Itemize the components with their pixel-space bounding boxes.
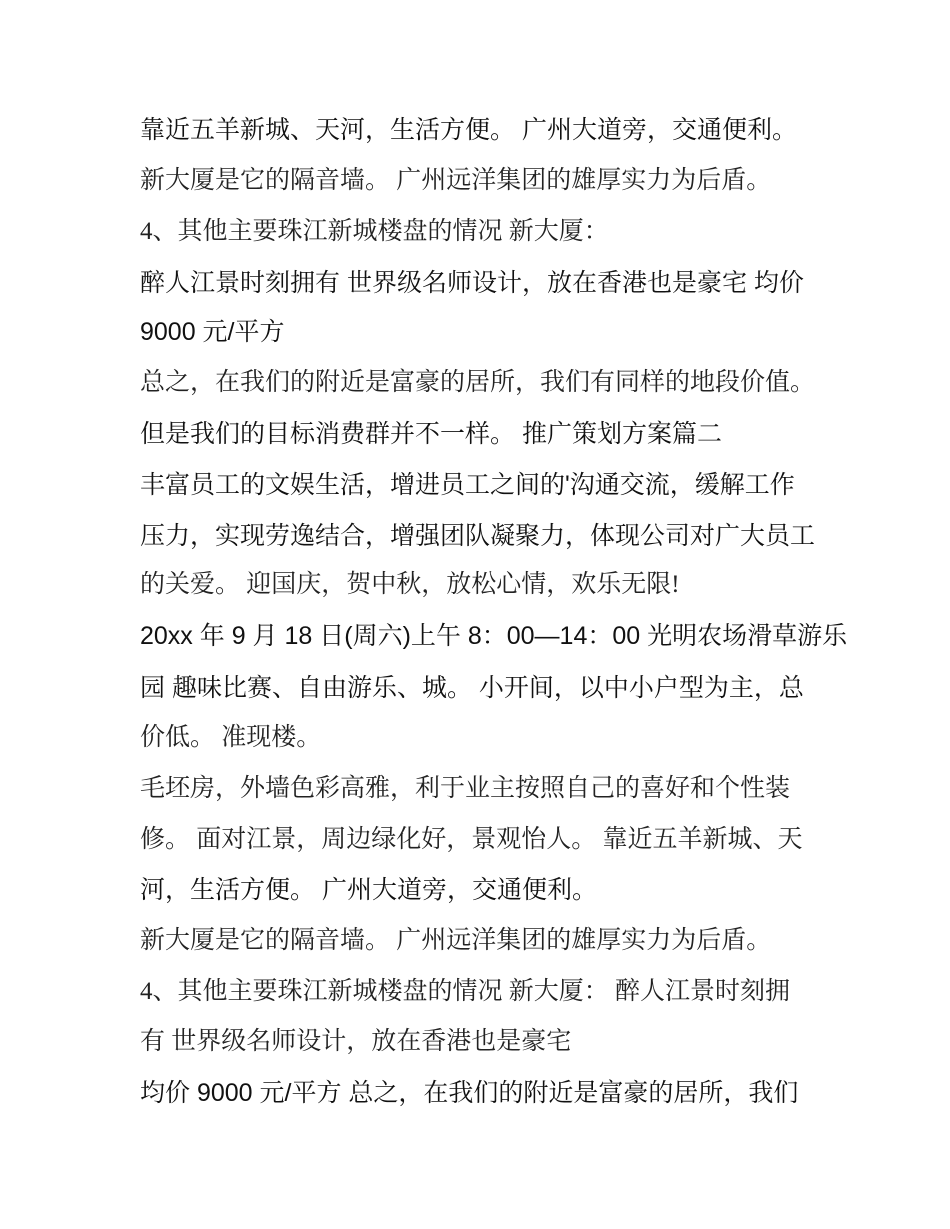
text-line: 毛坯房，外墙色彩高雅，利于业主按照自己的喜好和个性装 [140,775,791,802]
text-line: 园 趣味比赛、自由游乐、城。 小开间，以中小户型为主，总 [140,674,804,702]
text-line: 压力，实现劳逸结合，增强团队凝聚力，体现公司对广大员工 [140,522,816,550]
text-line: 4、其他主要珠江新城楼盘的情况 新大厦： 醉人江景时刻拥 [140,978,791,1005]
text-line: 新大厦是它的隔音墙。 广州远洋集团的雄厚实力为后盾。 [140,167,772,194]
text-line: 9000 元/平方 [140,318,285,346]
text-line: 总之，在我们的附近是富豪的居所，我们有同样的地段价值。 [140,369,816,396]
text-line: 修。 面对江景，周边绿化好，景观怡人。 靠近五羊新城、天 [140,826,803,853]
text-line: 的关爱。 迎国庆，贺中秋，放松心情，欢乐无限! [140,571,680,598]
text-line: 价低。 准现楼。 [140,724,322,751]
text-line: 醉人江景时刻拥有 世界级名师设计，放在香港也是豪宅 均价 [140,269,804,297]
text-line: 河，生活方便。 广州大道旁，交通便利。 [140,876,597,904]
text-line: 新大厦是它的隔音墙。 广州远洋集团的雄厚实力为后盾。 [140,927,772,954]
text-line: 均价 9000 元/平方 总之，在我们的附近是富豪的居所，我们 [140,1079,799,1107]
text-line: 靠近五羊新城、天河，生活方便。 广州大道旁，交通便利。 [140,116,797,144]
text-line: 有 世界级名师设计，放在香港也是豪宅 [140,1028,572,1055]
text-line: 丰富员工的文娱生活，增进员工之间的'沟通交流，缓解工作 [140,471,795,499]
text-line: 但是我们的目标消费群并不一样。 推广策划方案篇二 [140,420,722,448]
text-line: 20xx 年 9 月 18 日(周六)上午 8：00—14：00 光明农场滑草游乐 [140,622,848,650]
text-line: 4、其他主要珠江新城楼盘的情况 新大厦： [140,218,609,245]
